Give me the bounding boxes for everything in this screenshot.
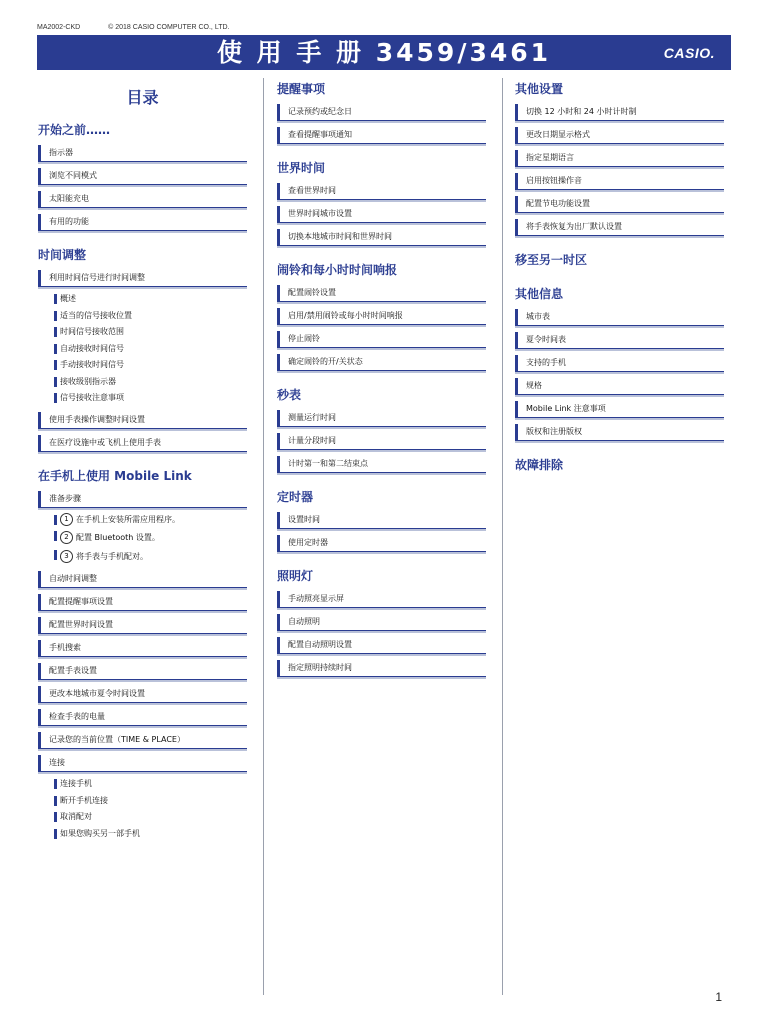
page-number: 1 (715, 990, 722, 1004)
toc-title: 目录 (126, 88, 159, 107)
section-heading-time-adjust[interactable]: 时间调整 (38, 248, 87, 262)
section-heading-mobile-link[interactable]: 在手机上使用 Mobile Link (38, 468, 192, 483)
title-banner (37, 35, 731, 70)
toc-link[interactable]: 确定闹铃的开/关状态 (277, 354, 486, 371)
toc-link[interactable]: 指示器 (38, 145, 247, 162)
toc-link[interactable]: 启用/禁用闹铃或每小时时间响报 (277, 308, 486, 325)
toc-link[interactable]: 版权和注册版权 (515, 424, 724, 441)
toc-link[interactable]: 浏览不同模式 (38, 168, 247, 185)
toc-link[interactable]: 测量运行时间 (277, 410, 486, 427)
step-number-icon: 2 (60, 531, 73, 544)
copyright: © 2018 CASIO COMPUTER CO., LTD. (108, 24, 230, 31)
toc-link[interactable]: 自动时间调整 (38, 571, 247, 588)
toc-sublink[interactable]: 适当的信号接收位置 (38, 308, 247, 325)
toc-sublink[interactable]: 时间信号接收范围 (38, 324, 247, 341)
toc-link[interactable]: 支持的手机 (515, 355, 724, 372)
toc-link[interactable]: 查看世界时间 (277, 183, 486, 200)
toc-link[interactable]: 指定照明持续时间 (277, 660, 486, 677)
toc-sublink[interactable]: 概述 (38, 291, 247, 308)
toc-link[interactable]: 计时第一和第二结束点 (277, 456, 486, 473)
toc-link[interactable]: 更改日期显示格式 (515, 127, 724, 144)
toc-sublist (38, 291, 247, 407)
toc-link[interactable]: 切换本地城市时间和世界时间 (277, 229, 486, 246)
step-label: 配置 Bluetooth 设置。 (76, 533, 160, 542)
toc-link[interactable]: 配置自动照明设置 (277, 637, 486, 654)
toc-link[interactable]: 城市表 (515, 309, 724, 326)
step-number-icon: 3 (60, 550, 73, 563)
section-heading-time-zone[interactable]: 移至另一时区 (515, 253, 588, 267)
toc-sublink[interactable]: 自动接收时间信号 (38, 341, 247, 358)
toc-link[interactable]: 手动照亮显示屏 (277, 591, 486, 608)
casio-logo: CASIO. (663, 45, 715, 61)
section-heading-other-info[interactable]: 其他信息 (515, 287, 564, 301)
toc-link[interactable]: 有用的功能 (38, 214, 247, 231)
toc-sublink[interactable]: 接收级别指示器 (38, 374, 247, 391)
toc-step-list (38, 512, 247, 567)
toc-link[interactable]: 配置闹铃设置 (277, 285, 486, 302)
section-heading-light[interactable]: 照明灯 (277, 569, 314, 583)
step-label: 将手表与手机配对。 (76, 552, 148, 561)
toc-link[interactable]: 配置世界时间设置 (38, 617, 247, 634)
toc-link[interactable]: 设置时间 (277, 512, 486, 529)
toc-link[interactable]: 将手表恢复为出厂默认设置 (515, 219, 724, 236)
column-divider (263, 78, 264, 995)
toc-sublink[interactable]: 连接手机 (38, 776, 247, 793)
toc-link[interactable]: 在医疗设施中或飞机上使用手表 (38, 435, 247, 452)
column-divider (502, 78, 503, 995)
toc-link[interactable]: 配置手表设置 (38, 663, 247, 680)
toc-step[interactable] (38, 547, 247, 566)
step-label: 在手机上安装所需应用程序。 (76, 514, 180, 524)
document-meta (37, 24, 229, 31)
section-heading-timer[interactable]: 定时器 (277, 490, 314, 504)
toc-link[interactable]: 配置节电功能设置 (515, 196, 724, 213)
section-heading-world-time[interactable]: 世界时间 (277, 161, 326, 175)
toc-sublink[interactable]: 如果您购买另一部手机 (38, 826, 247, 843)
section-heading-before-start[interactable]: 开始之前…… (38, 123, 111, 137)
toc-link[interactable]: 太阳能充电 (38, 191, 247, 208)
toc-sublist (38, 776, 247, 842)
toc-link[interactable]: 切换 12 小时和 24 小时计时制 (515, 104, 724, 121)
toc-link[interactable]: 停止闹铃 (277, 331, 486, 348)
toc-link[interactable]: 计量分段时间 (277, 433, 486, 450)
toc-link[interactable]: 使用定时器 (277, 535, 486, 552)
toc-step[interactable] (38, 528, 247, 547)
doc-code: MA2002-CKD (37, 24, 81, 31)
page-title: 使 用 手 册 3459/3461 (216, 38, 552, 67)
toc-sublink[interactable]: 断开手机连接 (38, 793, 247, 810)
toc-link[interactable]: 准备步骤 (38, 491, 247, 508)
toc-sublink[interactable]: 信号接收注意事项 (38, 390, 247, 407)
toc-sublink[interactable]: 手动接收时间信号 (38, 357, 247, 374)
toc-link[interactable]: 自动照明 (277, 614, 486, 631)
toc-link[interactable]: Mobile Link 注意事项 (515, 401, 724, 418)
toc-column-1 (38, 79, 247, 856)
toc-link[interactable]: 世界时间城市设置 (277, 206, 486, 223)
toc-link[interactable]: 记录预约或纪念日 (277, 104, 486, 121)
section-heading-troubleshooting[interactable]: 故障排除 (515, 458, 564, 472)
section-heading-other-settings[interactable]: 其他设置 (515, 82, 564, 96)
section-heading-alarm[interactable]: 闹铃和每小时时间响报 (277, 263, 398, 277)
toc-link[interactable]: 记录您的当前位置（TIME & PLACE） (38, 732, 247, 749)
toc-link[interactable]: 手机搜索 (38, 640, 247, 657)
toc-link[interactable]: 指定星期语言 (515, 150, 724, 167)
toc-link[interactable]: 使用手表操作调整时间设置 (38, 412, 247, 429)
section-heading-stopwatch[interactable]: 秒表 (277, 388, 302, 402)
toc-link[interactable]: 连接 (38, 755, 247, 772)
toc-link[interactable]: 利用时间信号进行时间调整 (38, 270, 247, 287)
toc-link[interactable]: 配置提醒事项设置 (38, 594, 247, 611)
toc-link[interactable]: 更改本地城市夏令时间设置 (38, 686, 247, 703)
toc-column-3 (515, 79, 724, 480)
toc-column-2 (277, 79, 486, 693)
toc-link[interactable]: 夏令时间表 (515, 332, 724, 349)
step-number-icon: 1 (60, 513, 73, 526)
toc-link[interactable]: 启用按钮操作音 (515, 173, 724, 190)
toc-link[interactable]: 查看提醒事项通知 (277, 127, 486, 144)
toc-link[interactable]: 检查手表的电量 (38, 709, 247, 726)
toc-link[interactable]: 规格 (515, 378, 724, 395)
section-heading-reminders[interactable]: 提醒事项 (277, 82, 326, 96)
toc-sublink[interactable]: 取消配对 (38, 809, 247, 826)
toc-step[interactable] (38, 512, 247, 529)
